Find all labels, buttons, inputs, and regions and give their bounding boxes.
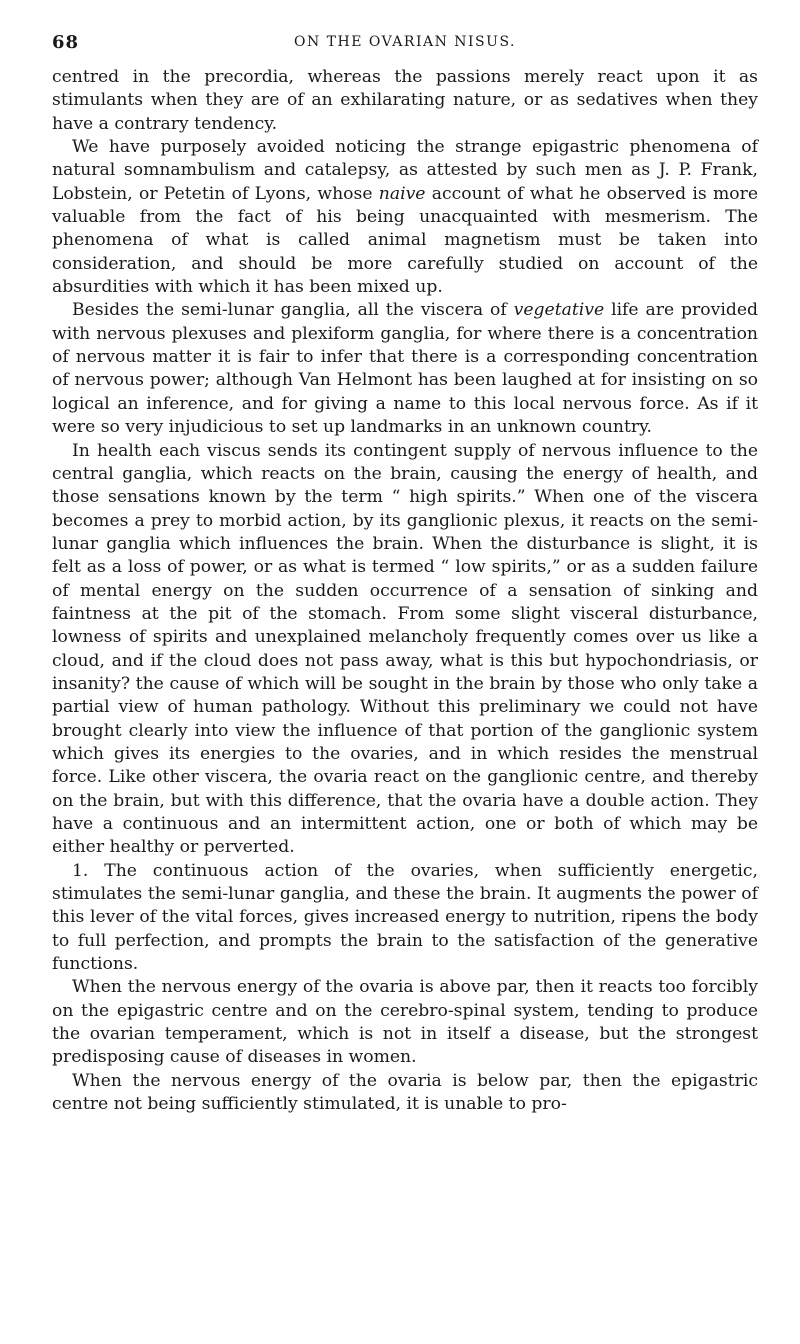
paragraph-text: life are provided with nervous plexuses and plexiform ganglia, for where there is a concentration of nervous matter it is fair to infer that there is a corresponding concentration of nervous power; although Van Helmont has been laughed at for insisting on so logical an inference, and for giving a name to this local nervous force. As if it were so very injudicious to set up landmarks in an unknown country. xyxy=(52,300,758,438)
italic-term: vegetative xyxy=(513,300,605,321)
paragraph xyxy=(52,136,758,299)
paragraph-text: We have purposely avoided noticing the strange epigastric phenomena of natural somnambulism and catalepsy, as attested by such men as J. P. Frank, Lobstein, or Petetin of Lyons, whose xyxy=(52,137,758,204)
paragraph xyxy=(52,440,758,860)
paragraph xyxy=(52,1070,758,1117)
paragraph-text: account of what he observed is more valuable from the fact of his being unacquainted with mesmerism. The phenomena of what is called animal magnetism must be taken into consideration, and should be more carefully studied on account of the absurdities with which it has been mixed up. xyxy=(52,183,758,298)
page-header xyxy=(52,24,758,66)
paragraph-text: centred in the precordia, whereas the passions merely react upon it as stimulants when they are of an exhilarating nature, or as sedatives when they have a contrary tendency. xyxy=(52,67,758,134)
paragraph xyxy=(52,860,758,977)
book-page xyxy=(52,24,758,1324)
paragraph xyxy=(52,66,758,136)
paragraph-text: When the nervous energy of the ovaria is above par, then it reacts too forcibly on the epigastric centre and on the cerebro-spinal system, tending to produce the ovarian temperament, which is not in itself a disease, but the strongest predisposing cause of diseases in women. xyxy=(52,977,758,1068)
paragraph-text: Besides the semi-lunar ganglia, all the viscera of xyxy=(72,300,514,321)
italic-term: naive xyxy=(378,183,426,204)
paragraph-text: In health each viscus sends its contingent supply of nervous influence to the central ganglia, which reacts on the brain, causing the energy of health, and those sensations known by the term “ high spirits.” When one of the viscera becomes a prey to morbid action, by its ganglionic plexus, it reacts on the semi-lunar ganglia which influences the brain. When the disturbance is slight, it is felt as a loss of power, or as what is termed “ low spirits,” or as a sudden failure of mental energy on the sudden occurrence of a sensation of sinking and faintness at the pit of the stomach. From some slight visceral disturbance, lowness of spirits and unexplained melancholy frequently comes over us like a cloud, and if the cloud does not pass away, what is this but hypochondriasis, or insanity? the cause of which will be sought in the brain by those who only take a partial view of human pathology. Without this preliminary we could not have brought clearly into view the influence of that portion of the ganglionic system which gives its energies to the ovaries, and in which resides the menstrual force. Like other viscera, the ovaria react on the ganglionic centre, and thereby on the brain, but with this difference, that the ovaria have a double action. They have a continuous and an intermittent action, one or both of which may be either healthy or perverted. xyxy=(52,440,758,858)
paragraph xyxy=(52,299,758,439)
paragraph xyxy=(52,976,758,1069)
page-number: 68 xyxy=(52,32,80,53)
paragraph-text: 1. The continuous action of the ovaries, when sufficiently energetic, stimulates the semi-lunar ganglia, and these the brain. It augments the power of this lever of the vital forces, gives increased energy to nutrition, ripens the body to full perfection, and prompts the brain to the satisfaction of the generative functions. xyxy=(52,860,758,975)
running-title: ON THE OVARIAN NISUS. xyxy=(294,34,516,50)
paragraph-text: When the nervous energy of the ovaria is below par, then the epigastric centre not being sufficiently stimulated, it is unable to pro- xyxy=(52,1070,758,1115)
body-text xyxy=(52,66,758,1116)
